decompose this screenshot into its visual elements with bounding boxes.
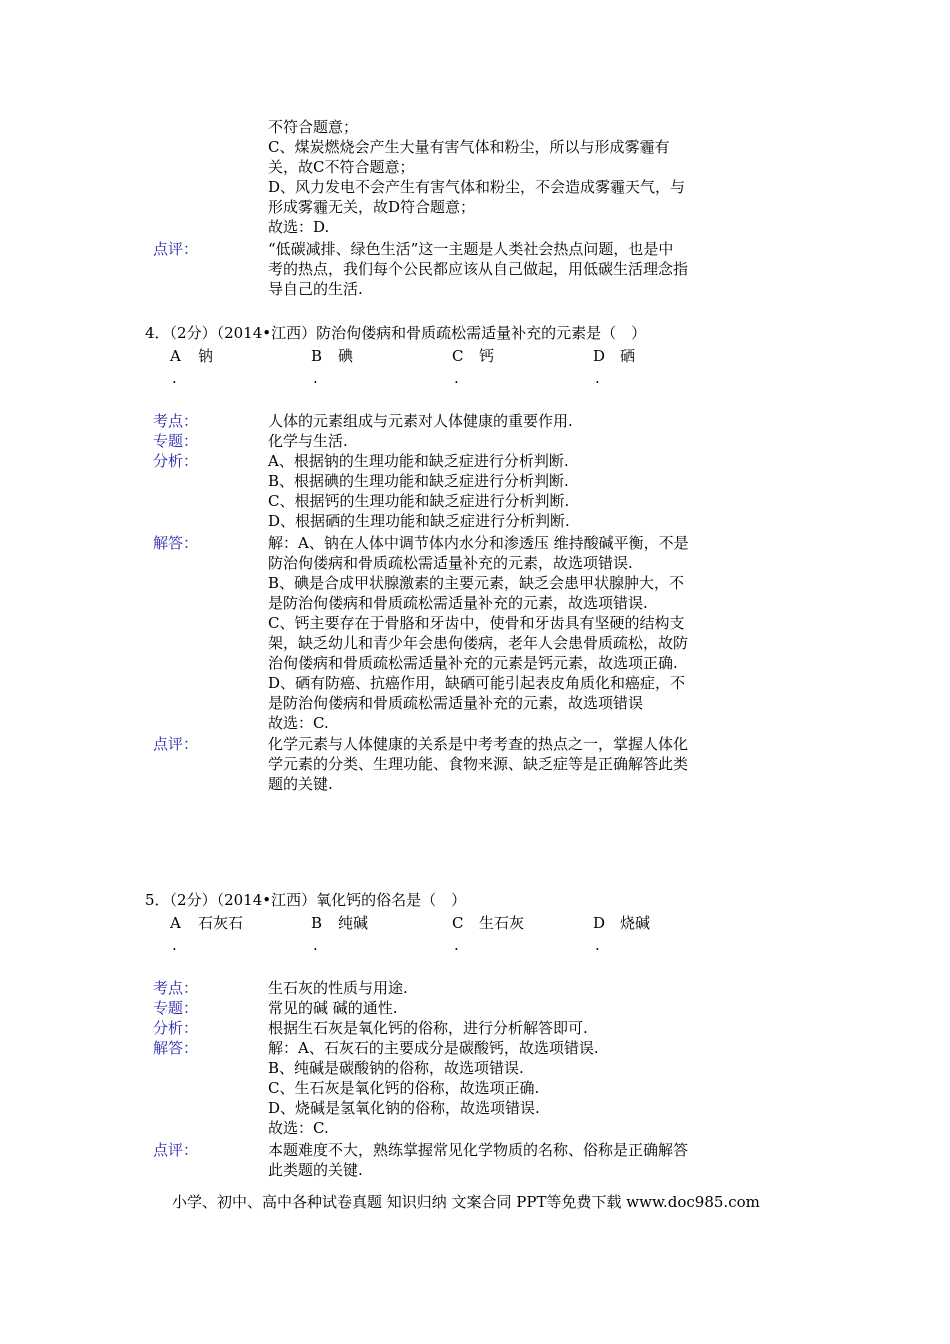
q4-jieda-line: 架，缺乏幼儿和青少年会患佝偻病，老年人会患骨质疏松，故防 [268, 634, 689, 652]
q4-jieda-line: 解：A、钠在人体中调节体内水分和渗透压 维持酸碱平衡，不是 [268, 534, 689, 552]
q4-option-c-letter: C [452, 347, 464, 365]
q4-option-b-letter: B [311, 347, 323, 365]
question-4-stem: 4．（2分）（2014•江西）防治佝偻病和骨质疏松需适量补充的元素是（ ） [145, 324, 647, 342]
q4-dianping-line: 题的关键. [268, 775, 333, 793]
q5-jieda-line: B、纯碱是碳酸钠的俗称，故选项错误. [268, 1059, 524, 1077]
q4-option-d-dot: . [595, 369, 600, 387]
answer-line: 故选：D. [268, 218, 330, 236]
q4-kaodian: 人体的元素组成与元素对人体健康的重要作用. [268, 412, 573, 430]
q4-option-c-dot: . [454, 369, 459, 387]
q4-option-a-letter: A [170, 347, 181, 365]
q5-dianping-line: 本题难度不大，熟练掌握常见化学物质的名称、俗称是正确解答 [268, 1141, 689, 1159]
q5-jieda-line: C、生石灰是氧化钙的俗称，故选项正确. [268, 1079, 540, 1097]
comment-line: “低碳减排、绿色生活”这一主题是人类社会热点问题，也是中 [268, 240, 674, 258]
answer-line: D、风力发电不会产生有害气体和粉尘，不会造成雾霾天气，与 [268, 178, 686, 196]
q4-zhuanti-label: 专题： [153, 432, 199, 450]
q4-option-d-text: 硒 [620, 347, 636, 365]
comment-line: 导自己的生活. [268, 280, 363, 298]
q5-option-d-dot: . [595, 936, 600, 954]
q5-option-a-dot: . [172, 936, 177, 954]
q4-jieda-line: 是防治佝偻病和骨质疏松需适量补充的元素，故选项错误. [268, 594, 648, 612]
q4-jieda-line: B、碘是合成甲状腺激素的主要元素，缺乏会患甲状腺肿大，不 [268, 574, 685, 592]
q4-option-a-dot: . [172, 369, 177, 387]
q5-option-a-text: 石灰石 [198, 914, 244, 932]
q5-fenxi-label: 分析： [153, 1019, 199, 1037]
q4-option-d-letter: D [593, 347, 606, 365]
q5-kaodian-label: 考点： [153, 979, 199, 997]
answer-line: 关，故C不符合题意； [268, 158, 415, 176]
q5-option-c-text: 生石灰 [479, 914, 525, 932]
q4-option-a-text: 钠 [198, 347, 214, 365]
q5-zhuanti: 常见的碱 碱的通性. [268, 999, 398, 1017]
q4-option-b-dot: . [313, 369, 318, 387]
q5-option-b-letter: B [311, 914, 323, 932]
q5-option-c-dot: . [454, 936, 459, 954]
q5-kaodian: 生石灰的性质与用途. [268, 979, 408, 997]
q5-dianping-line: 此类题的关键. [268, 1161, 363, 1179]
q5-jieda-line: D、烧碱是氢氧化钠的俗称，故选项错误. [268, 1099, 540, 1117]
page-footer: 小学、初中、高中各种试卷真题 知识归纳 文案合同 PPT等免费下载 www.doc985.com [172, 1193, 760, 1211]
q4-jieda-label: 解答： [153, 534, 199, 552]
q5-jieda-line: 解：A、石灰石的主要成分是碳酸钙，故选项错误. [268, 1039, 599, 1057]
q5-option-b-text: 纯碱 [338, 914, 369, 932]
q4-fenxi-line: A、根据钠的生理功能和缺乏症进行分析判断. [268, 452, 569, 470]
q4-fenxi-line: C、根据钙的生理功能和缺乏症进行分析判断. [268, 492, 570, 510]
q5-option-b-dot: . [313, 936, 318, 954]
answer-line: C、煤炭燃烧会产生大量有害气体和粉尘，所以与形成雾霾有 [268, 138, 670, 156]
q5-option-c-letter: C [452, 914, 464, 932]
answer-line: 形成雾霾无关，故D符合题意； [268, 198, 476, 216]
q5-jieda-line: 故选：C. [268, 1119, 329, 1137]
q4-dianping-label: 点评： [153, 735, 199, 753]
q4-jieda-line: D、硒有防癌、抗癌作用，缺硒可能引起表皮角质化和癌症，不 [268, 674, 686, 692]
q4-zhuanti: 化学与生活. [268, 432, 348, 450]
comment-line: 考的热点，我们每个公民都应该从自己做起，用低碳生活理念指 [268, 260, 689, 278]
q4-jieda-line: 故选：C. [268, 714, 329, 732]
q5-option-a-letter: A [170, 914, 181, 932]
q5-jieda-label: 解答： [153, 1039, 199, 1057]
q4-fenxi-line: B、根据碘的生理功能和缺乏症进行分析判断. [268, 472, 569, 490]
q4-kaodian-label: 考点： [153, 412, 199, 430]
q4-fenxi-label: 分析： [153, 452, 199, 470]
q5-option-d-text: 烧碱 [620, 914, 651, 932]
q4-dianping-line: 化学元素与人体健康的关系是中考考查的热点之一，掌握人体化 [268, 735, 689, 753]
q4-jieda-line: 防治佝偻病和骨质疏松需适量补充的元素，故选项错误. [268, 554, 633, 572]
q4-option-b-text: 碘 [338, 347, 354, 365]
q5-option-d-letter: D [593, 914, 606, 932]
q4-dianping-line: 学元素的分类、生理功能、食物来源、缺乏症等是正确解答此类 [268, 755, 689, 773]
answer-line: 不符合题意； [268, 118, 359, 136]
q5-zhuanti-label: 专题： [153, 999, 199, 1017]
q5-dianping-label: 点评： [153, 1141, 199, 1159]
q4-jieda-line: C、钙主要存在于骨胳和牙齿中，使骨和牙齿具有坚硬的结构支 [268, 614, 685, 632]
q4-jieda-line: 治佝偻病和骨质疏松需适量补充的元素是钙元素，故选项正确. [268, 654, 678, 672]
q5-fenxi: 根据生石灰是氧化钙的俗称，进行分析解答即可. [268, 1019, 588, 1037]
q4-jieda-line: 是防治佝偻病和骨质疏松需适量补充的元素，故选项错误 [268, 694, 644, 712]
q4-fenxi-line: D、根据硒的生理功能和缺乏症进行分析判断. [268, 512, 570, 530]
q4-option-c-text: 钙 [479, 347, 495, 365]
comment-label: 点评： [153, 240, 199, 258]
question-5-stem: 5．（2分）（2014•江西）氧化钙的俗名是（ ） [145, 891, 467, 909]
